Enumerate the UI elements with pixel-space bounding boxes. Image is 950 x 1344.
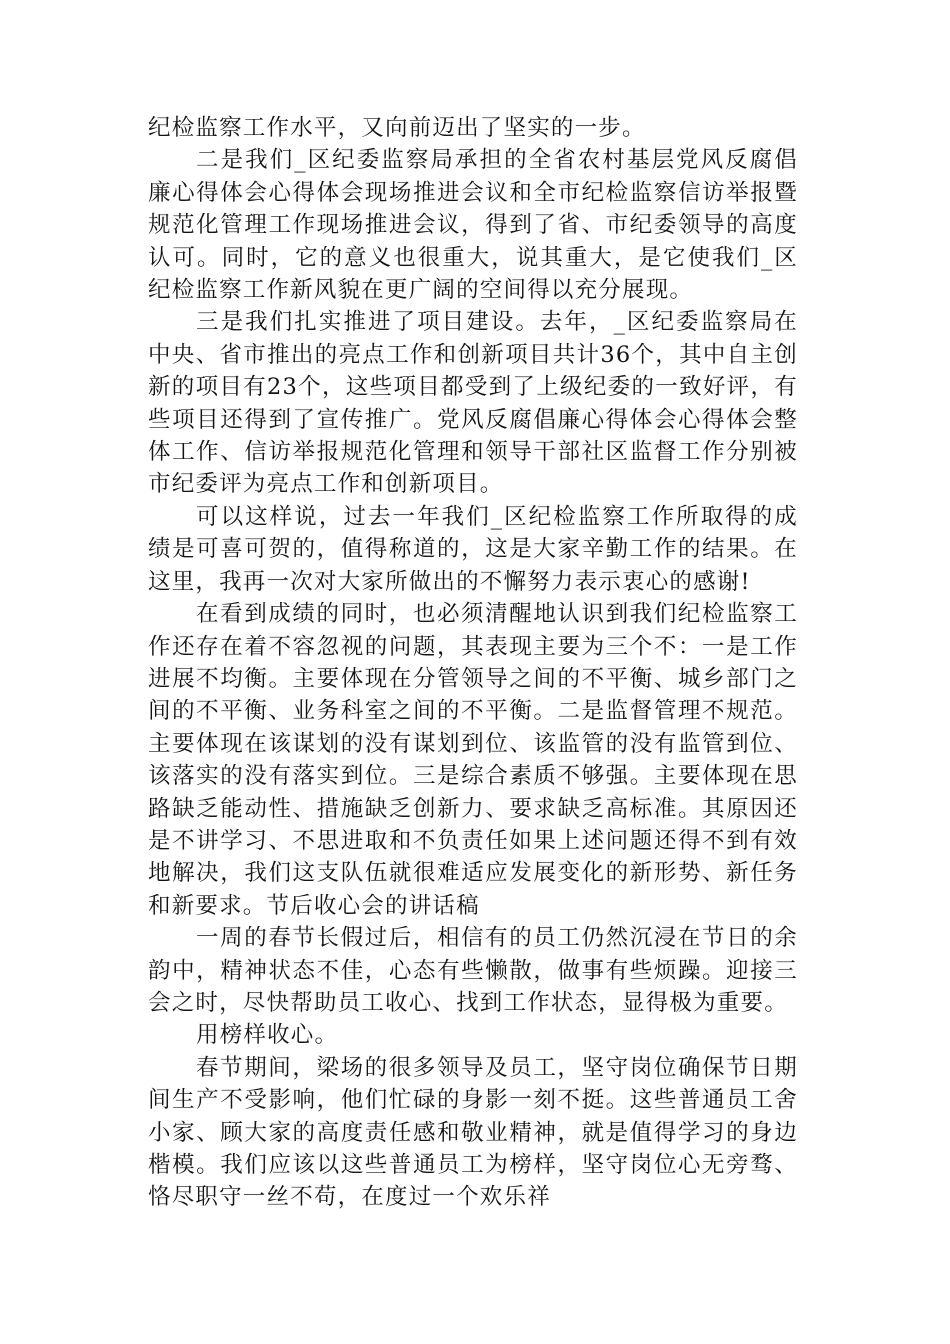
paragraph-7: 用榜样收心。 (196, 1022, 339, 1049)
paragraph-3: 三是我们扎实推进了项目建设。去年，_区纪委监察局在中央、省市推出的亮点工作和创新项目共计36个，其中自主创新的项目有23个，这些项目都受到了上级纪委的一致好评，有些项目还得到了宣传推广。党风反腐倡廉心得体会心得体会整体工作、信访举报规范化管理和领导干部社区监督工作分别被市纪委评为亮点工作和创新项目。 (148, 309, 798, 498)
paragraph-1: 纪检监察工作水平，又向前迈出了坚实的一步。 (148, 115, 646, 141)
paragraph-6: 一周的春节长假过后，相信有的员工仍然沉浸在节日的余韵中，精神状态不佳，心态有些懒散，做事有些烦躁。迎接三会之时，尽快帮助员工收心、找到工作状态，显得极为重要。 (148, 925, 798, 1016)
paragraph-4: 可以这样说，过去一年我们_区纪检监察工作所取得的成绩是可喜可贺的，值得称道的，这是大家辛勤工作的结果。在这里，我再一次对大家所做出的不懈努力表示衷心的感谢! (148, 503, 798, 595)
paragraph-8: 春节期间，梁场的很多领导及员工，坚守岗位确保节日期间生产不受影响，他们忙碌的身影一刻不挺。这些普通员工舍小家、顾大家的高度责任感和敬业精神，就是值得学习的身边楷模。我们应该以这些普通员工为榜样，坚守岗位心无旁骛、恪尽职守一丝不苟，在度过一个欢乐祥 (148, 1054, 798, 1211)
paragraph-5: 在看到成绩的同时，也必须清醒地认识到我们纪检监察工作还存在着不容忽视的问题，其表现主要为三个不：一是工作进展不均衡。主要体现在分管领导之间的不平衡、城乡部门之间的不平衡、业务科室之间的不平衡。二是监督管理不规范。主要体现在该谋划的没有谋划到位、该监管的没有监管到位、该落实的没有落实到位。三是综合素质不够强。主要体现在思路缺乏能动性、措施缺乏创新力、要求缺乏高标准。其原因还是不讲学习、不思进取和不负责任如果上述问题还得不到有效地解决，我们这支队伍就很难适应发展变化的新形势、新任务和新要求。节后收心会的讲话稿 (148, 601, 798, 919)
paragraph-2: 二是我们_区纪委监察局承担的全省农村基层党风反腐倡廉心得体会心得体会现场推进会议和全市纪检监察信访举报暨规范化管理工作现场推进会议，得到了省、市纪委领导的高度认可。同时，它的意义也很重大，说其重大，是它使我们_区纪检监察工作新风貌在更广阔的空间得以充分展现。 (148, 147, 798, 304)
document-body (148, 112, 798, 1214)
